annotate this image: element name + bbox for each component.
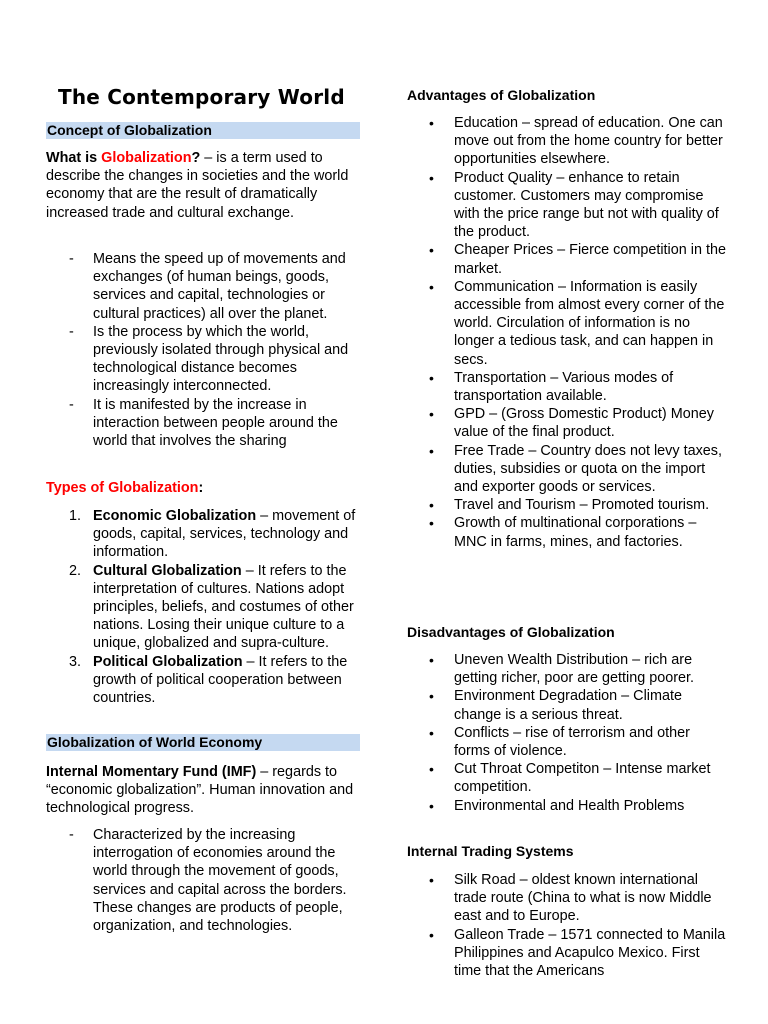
list-item-text: Environmental and Health Problems xyxy=(454,797,685,814)
globalization-definition xyxy=(46,149,362,222)
economy-heading: Globalization of World Economy xyxy=(46,734,360,751)
list-item xyxy=(407,369,727,405)
list-item-text: Transportation – Various modes of transportation available. xyxy=(454,369,674,405)
types-heading-colon: : xyxy=(198,480,204,496)
dash-marker: - xyxy=(69,827,74,843)
bullet-marker: • xyxy=(429,115,434,131)
types-heading xyxy=(46,479,362,497)
bullet-marker: • xyxy=(429,442,434,459)
def-text: – is a term used to describe the changes in societies and the world economy that are the result of dramatically increased trade and cultural exchange. xyxy=(46,150,349,221)
list-item xyxy=(46,653,362,708)
list-item xyxy=(407,169,727,242)
trading-list xyxy=(407,871,727,980)
list-item-text: Travel and Tourism – Promoted tourism. xyxy=(454,497,710,514)
bullet-marker: • xyxy=(429,369,434,386)
bullet-marker: • xyxy=(429,406,434,423)
list-item xyxy=(407,241,727,277)
type-text: – movement of goods, capital, services, technology and information. xyxy=(93,508,356,561)
list-item xyxy=(407,514,727,550)
list-item xyxy=(407,687,727,723)
list-item-text: Is the process by which the world, previously isolated through physical and technological distance becomes increasingly interconnected. xyxy=(93,323,349,395)
list-item-text: Education – spread of education. One can move out from the home country for better opportunities elsewhere. xyxy=(454,115,723,168)
list-item-text: Cheaper Prices – Fierce competition in the market. xyxy=(454,242,726,277)
list-item xyxy=(407,871,727,926)
imf-term: Internal Momentary Fund (IMF) xyxy=(46,764,257,780)
list-number: 2. xyxy=(69,562,82,579)
bullet-marker: • xyxy=(429,724,434,741)
list-item xyxy=(46,396,362,451)
concept-list xyxy=(46,250,362,450)
bullet-marker: • xyxy=(429,242,434,259)
list-item-text: Free Trade – Country does not levy taxes, duties, subsidies or quota on the import and exporter goods or services. xyxy=(454,442,722,496)
list-item xyxy=(407,760,727,796)
imf-text: – regards to “economic globalization”. Human innovation and technological progress. xyxy=(46,764,354,817)
type-text: – It refers to the growth of political cooperation between countries. xyxy=(93,653,348,707)
bullet-marker: • xyxy=(429,761,434,778)
disadvantages-heading: Disadvantages of Globalization xyxy=(407,624,615,640)
def-question-mark: ? xyxy=(191,150,201,166)
list-item-text: Product Quality – enhance to retain customer. Customers may compromise with the price range but not with quality of the product. xyxy=(454,169,719,241)
def-lead: What is xyxy=(46,150,102,166)
type-term: Economic Globalization xyxy=(93,508,257,524)
list-item xyxy=(407,114,727,169)
def-term: Globalization xyxy=(101,150,192,166)
list-item-text: It is manifested by the increase in interaction between people around the world that involves the sharing xyxy=(93,396,338,450)
list-item-text: Environment Degradation – Climate change is a serious threat. xyxy=(454,688,682,723)
advantages-list xyxy=(407,114,727,551)
list-item xyxy=(407,724,727,760)
page-title: The Contemporary World xyxy=(58,85,345,109)
types-list xyxy=(46,507,362,707)
list-item xyxy=(407,278,727,369)
types-heading-text: Types of Globalization xyxy=(46,480,199,496)
bullet-marker: • xyxy=(429,926,434,943)
type-term: Political Globalization xyxy=(93,653,243,670)
list-item xyxy=(46,562,362,653)
bullet-marker: • xyxy=(429,688,434,705)
list-number: 3. xyxy=(69,653,82,670)
list-item-text: Communication – Information is easily accessible from almost every corner of the world. Circulation of information is no longer a tedious task, and can happen in secs. xyxy=(454,278,725,368)
list-item xyxy=(46,826,362,935)
bullet-marker: • xyxy=(429,872,434,888)
dash-marker: - xyxy=(69,251,74,267)
list-item xyxy=(407,405,727,441)
list-item xyxy=(407,651,727,687)
dash-marker: - xyxy=(69,323,74,340)
list-item-text: Cut Throat Competiton – Intense market competition. xyxy=(454,761,711,796)
list-item xyxy=(407,926,727,981)
list-item-text: Growth of multinational corporations – MNC in farms, mines, and factories. xyxy=(454,515,697,550)
list-item-text: Characterized by the increasing interrogation of economies around the world through the movement of goods, services and capital across the borders. These changes are products of people, organization, and technologies. xyxy=(93,827,347,935)
list-item xyxy=(407,797,727,815)
list-item xyxy=(407,496,727,514)
list-item xyxy=(46,507,362,562)
bullet-marker: • xyxy=(429,652,434,668)
list-item-text: Uneven Wealth Distribution – rich are getting richer, poor are getting poorer. xyxy=(454,652,694,687)
list-item xyxy=(407,442,727,497)
type-term: Cultural Globalization xyxy=(93,562,242,579)
list-item-text: Means the speed up of movements and exchanges (of human beings, goods, services and capital, technologies or cultural practices) all over the planet. xyxy=(93,251,346,322)
list-item-text: Conflicts – rise of terrorism and other forms of violence. xyxy=(454,724,690,760)
bullet-marker: • xyxy=(429,797,434,814)
list-item xyxy=(46,323,362,396)
imf-paragraph xyxy=(46,763,362,818)
list-item xyxy=(46,250,362,323)
list-number: 1. xyxy=(69,508,82,524)
list-item-text: GPD – (Gross Domestic Product) Money value of the final product. xyxy=(454,406,714,441)
list-item-text: Galleon Trade – 1571 connected to Manila Philippines and Acapulco Mexico. First time that the Americans xyxy=(454,926,726,980)
bullet-marker: • xyxy=(429,497,434,514)
trading-heading: Internal Trading Systems xyxy=(407,843,574,859)
concept-heading: Concept of Globalization xyxy=(46,122,360,139)
dash-marker: - xyxy=(69,396,74,413)
list-item-text: Silk Road – oldest known international trade route (China to what is now Middle east and to Europe. xyxy=(454,872,712,925)
type-text: – It refers to the interpretation of cultures. Nations adopt principles, beliefs, and costumes of other nations. Losing their unique culture to a unique, globalized and supra-culture. xyxy=(93,562,354,652)
disadvantages-list xyxy=(407,651,727,815)
bullet-marker: • xyxy=(429,169,434,186)
bullet-marker: • xyxy=(429,515,434,532)
bullet-marker: • xyxy=(429,278,434,295)
economy-list xyxy=(46,826,362,935)
advantages-heading: Advantages of Globalization xyxy=(407,87,596,103)
